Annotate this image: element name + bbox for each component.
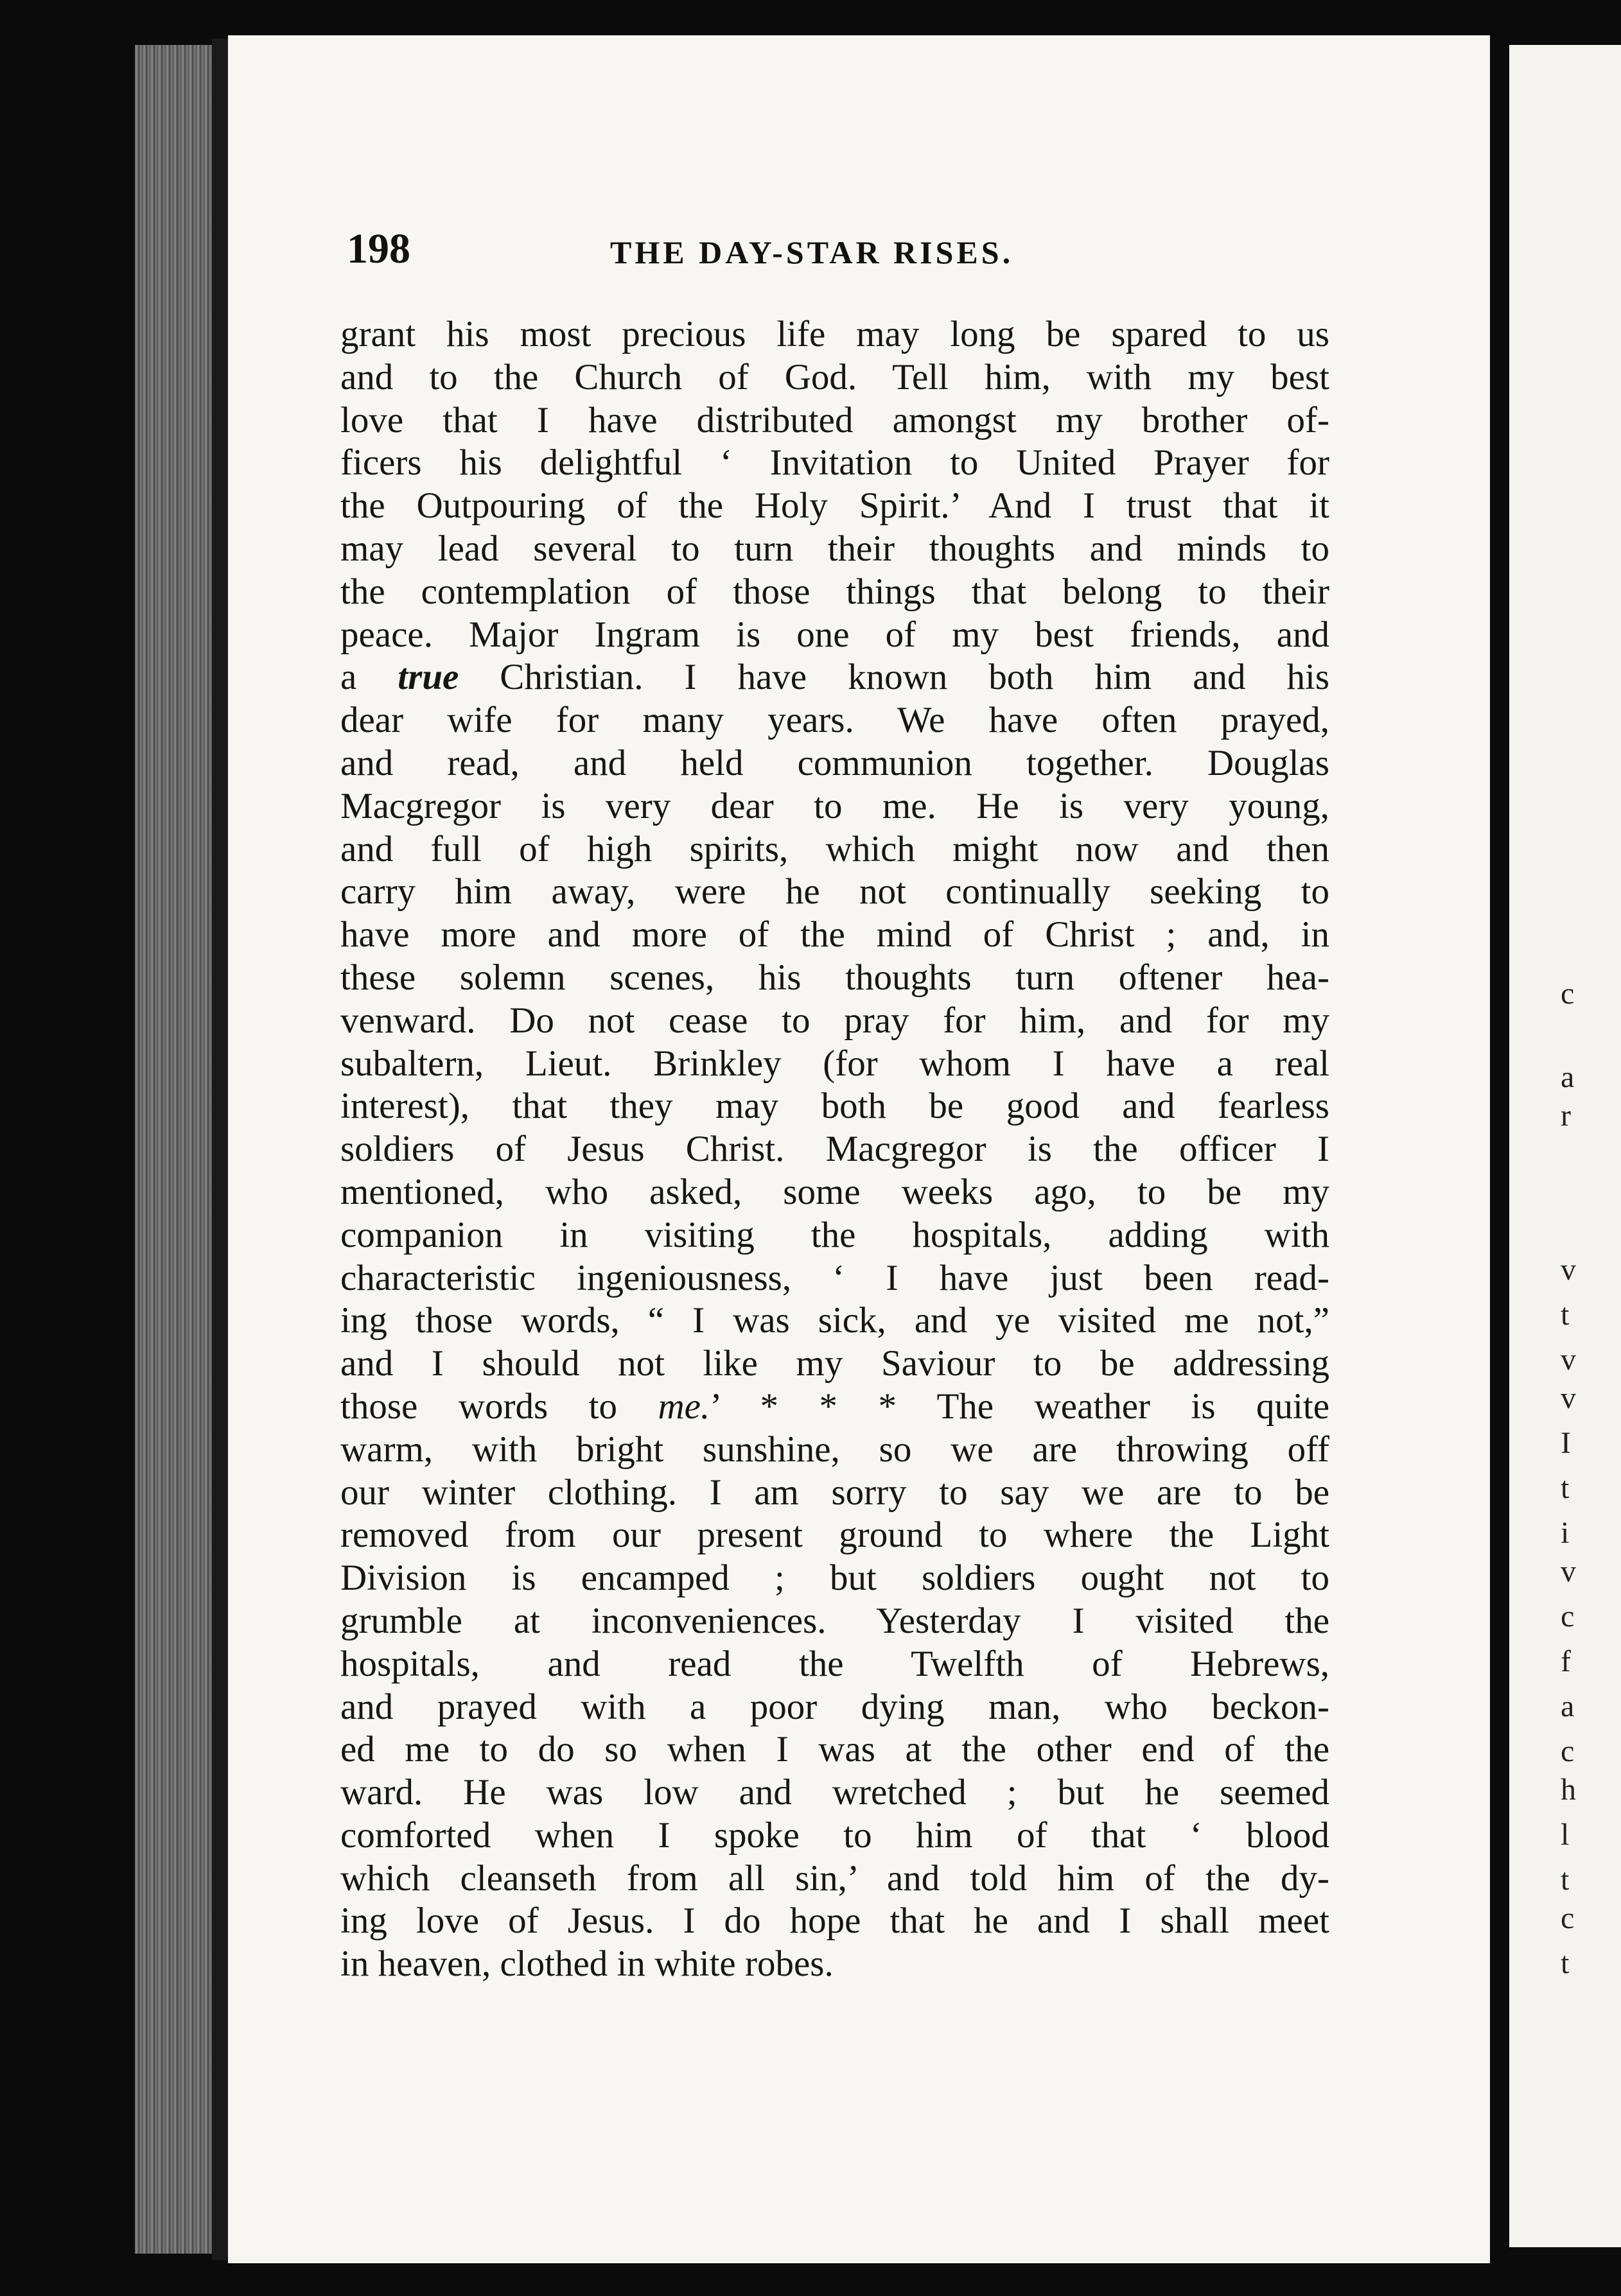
text-line: those words to me.’ * * * The weather is quite — [340, 1386, 1329, 1427]
text-line: our winter clothing. I am sorry to say we are to be — [340, 1472, 1329, 1513]
text-line: Macgregor is very dear to me. He is very young, — [340, 785, 1329, 826]
facing-page-letter: t — [1561, 1298, 1570, 1332]
facing-page-letter: c — [1561, 1599, 1575, 1633]
text-line: ing those words, “ I was sick, and ye visited me not,” — [340, 1300, 1329, 1341]
text-line: subaltern, Lieut. Brinkley (for whom I have a real — [340, 1043, 1329, 1084]
text-line: ward. He was low and wretched ; but he seemed — [340, 1772, 1329, 1813]
text-line: the Outpouring of the Holy Spirit.’ And I trust that it — [340, 485, 1329, 526]
facing-page-letter: r — [1561, 1099, 1571, 1133]
text-line: ed me to do so when I was at the other end of the — [340, 1729, 1329, 1770]
facing-page-letter: c — [1561, 977, 1575, 1011]
text-line: mentioned, who asked, some weeks ago, to be my — [340, 1171, 1329, 1212]
text-line: love that I have distributed amongst my brother of- — [340, 399, 1329, 440]
text-line: warm, with bright sunshine, so we are throwing off — [340, 1429, 1329, 1470]
text-line: ing love of Jesus. I do hope that he and I shall meet — [340, 1900, 1329, 1942]
text-line: the contemplation of those things that belong to their — [340, 571, 1329, 612]
text-line: hospitals, and read the Twelfth of Hebrews, — [340, 1643, 1329, 1684]
text-line: interest), that they may both be good and fearless — [340, 1086, 1329, 1127]
facing-page-letter: t — [1561, 1863, 1570, 1897]
text-line: comforted when I spoke to him of that ‘ blood — [340, 1814, 1329, 1856]
facing-page-letter: c — [1561, 1734, 1575, 1768]
facing-page-letter: v — [1561, 1343, 1576, 1377]
text-line: may lead several to turn their thoughts and minds to — [340, 528, 1329, 569]
text-line: and to the Church of God. Tell him, with my best — [340, 356, 1329, 397]
text-line: which cleanseth from all sin,’ and told him of the dy- — [340, 1857, 1329, 1899]
text-line: soldiers of Jesus Christ. Macgregor is the officer I — [340, 1129, 1329, 1170]
text-line: Division is encamped ; but soldiers ought not to — [340, 1558, 1329, 1599]
text-line: peace. Major Ingram is one of my best friends, and — [340, 614, 1329, 655]
facing-page-letter: c — [1561, 1901, 1575, 1935]
body-text — [340, 313, 1329, 1986]
text-line: these solemn scenes, his thoughts turn oftener hea- — [340, 957, 1329, 998]
text-line: ficers his delightful ‘ Invitation to United Prayer for — [340, 442, 1329, 483]
page-number: 198 — [347, 225, 410, 272]
text-line: dear wife for many years. We have often prayed, — [340, 700, 1329, 741]
facing-page-letter: i — [1561, 1516, 1570, 1550]
facing-page-letter: f — [1561, 1644, 1571, 1678]
text-line: carry him away, were he not continually seeking to — [340, 871, 1329, 912]
running-title: THE DAY-STAR RISES. — [610, 234, 1014, 270]
facing-page-letter: v — [1561, 1554, 1576, 1588]
facing-page-letter: a — [1561, 1689, 1575, 1723]
text-line: a true Christian. I have known both him and his — [340, 657, 1330, 698]
text-line: grant his most precious life may long be spared to us — [340, 314, 1329, 354]
text-line: and full of high spirits, which might now and then — [340, 828, 1329, 869]
facing-page-letter: t — [1561, 1471, 1570, 1505]
facing-page-letter: v — [1561, 1253, 1576, 1287]
text-line: removed from our present ground to where the Light — [340, 1515, 1329, 1556]
text-line: in heaven, clothed in white robes. — [340, 1944, 834, 1985]
text-line: and prayed with a poor dying man, who beckon- — [340, 1686, 1329, 1727]
text-line: have more and more of the mind of Christ ; and, in — [340, 914, 1329, 955]
facing-page-letter: a — [1561, 1060, 1575, 1094]
running-head — [347, 225, 1182, 276]
text-line: characteristic ingeniousness, ‘ I have just been read- — [340, 1257, 1329, 1298]
text-line: venward. Do not cease to pray for him, and for my — [340, 1000, 1329, 1041]
text-line: and read, and held communion together. Douglas — [340, 742, 1329, 783]
text-line: companion in visiting the hospitals, adding with — [340, 1214, 1329, 1255]
facing-page-letter: h — [1561, 1773, 1576, 1807]
text-line: grumble at inconveniences. Yesterday I visited the — [340, 1600, 1329, 1641]
facing-page-letter: v — [1561, 1381, 1576, 1415]
text-line: and I should not like my Saviour to be addressing — [340, 1343, 1329, 1384]
facing-page-letter: l — [1561, 1818, 1570, 1852]
facing-page-letter: I — [1561, 1426, 1571, 1460]
facing-page-letter: t — [1561, 1946, 1570, 1980]
